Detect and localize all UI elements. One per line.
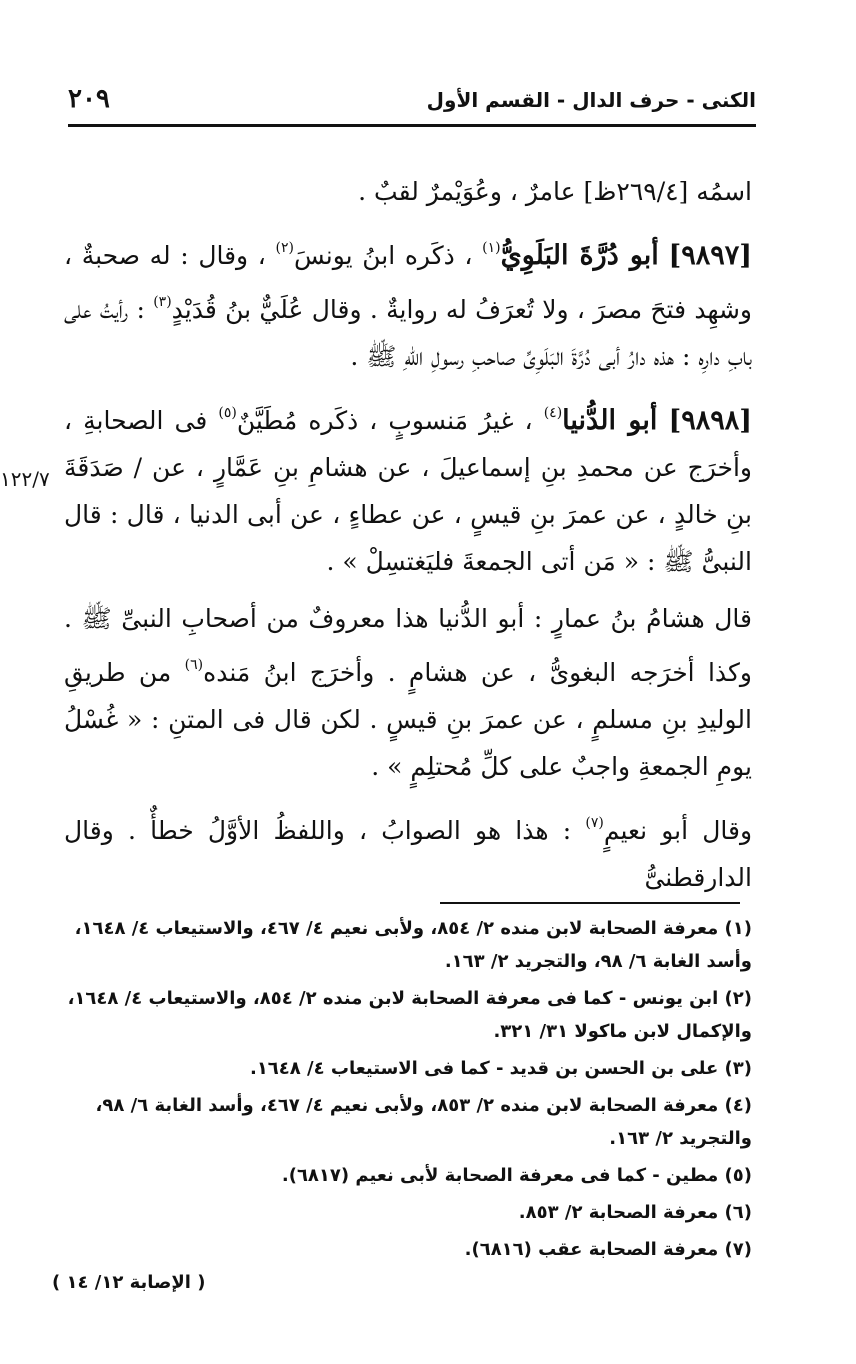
entry-9898 xyxy=(64,390,752,585)
footnote-6: (٦) معرفة الصحابة ٢/ ٨٥٣. xyxy=(518,1202,752,1223)
entry-text: ، وقال : له صحبةٌ ، وشهِد فتحَ مصرَ ، ولا تُعرَفُ له روايةٌ . وقال عُلَيٌّ بنُ قُدَيْدٍ xyxy=(64,241,752,324)
entry-9897 xyxy=(64,225,752,380)
margin-reference: ١٢٢/٧ xyxy=(0,467,50,491)
footnote-ref: (٣) xyxy=(153,294,172,310)
footnote-ref: (٥) xyxy=(218,405,237,421)
footnote-5: (٥) مطين - كما فى معرفة الصحابة لأبى نعيم (٦٨١٧). xyxy=(281,1165,752,1186)
footnotes xyxy=(60,912,752,1270)
volume-signature: ( الإصابة ١٢/ ١٤ ) xyxy=(52,1272,206,1293)
entry-name: أبو الدُّنيا xyxy=(562,405,658,436)
paragraph-4 xyxy=(64,595,752,790)
paragraph-1: اسمُه [٢٦٩/٤ظ] عامرٌ ، وعُوَيْمرٌ لقبٌ . xyxy=(358,177,752,206)
footnote-ref: (١) xyxy=(482,240,501,256)
footnote-ref: (٢) xyxy=(275,240,294,256)
running-title: الكنى - حرف الدال - القسم الأول xyxy=(426,88,756,112)
footnote-7: (٧) معرفة الصحابة عقب (٦٨١٦). xyxy=(464,1239,752,1260)
entry-name: أبو دُرَّةَ البَلَوِيُّ xyxy=(500,240,659,271)
entry-number: [٩٨٩٨] xyxy=(668,405,753,436)
paragraph-text: من طريقِ الوليدِ بنِ مسلمٍ ، عن عمرَ بنِ قيسٍ . لكن قال فى المتنِ : « غُسْلُ يومِ الجمعةِ واجبٌ على كلِّ مُحتلِمٍ » . xyxy=(64,658,752,781)
footnote-2: (٢) ابن يونس - كما فى معرفة الصحابة لابن منده ٢/ ٨٥٤، والاستيعاب ٤/ ١٦٤٨، والإكمال لابن ماكولا ٣١/ ٣٢١. xyxy=(67,988,752,1042)
paragraph-5 xyxy=(64,800,752,901)
footnote-ref: (٤) xyxy=(543,405,563,421)
paragraph-text: : هذا هو الصوابُ ، واللفظُ الأوَّلُ خطأٌ . وقال الدارقطنىُّ xyxy=(64,816,752,892)
main-text xyxy=(0,168,753,901)
footnote-ref: (٦) xyxy=(184,657,204,673)
entry-text: ، ذكَره ابنُ يونسَ xyxy=(293,241,473,270)
paragraph-text: وقال أبو نعيمٍ xyxy=(603,816,753,845)
paragraph-text: قال هشامُ بنُ عمارٍ : أبو الدُّنيا هذا معروفٌ من أصحابِ النبىِّ ﷺ . وكذا أخرَجه البغوىُّ ، عن هشامٍ . وأخرَج ابنُ مَنده xyxy=(64,604,753,687)
entry-text: فى الصحابةِ ، وأخرَج عن محمدِ بنِ إسماعيلَ ، عن هشامِ بنِ عَمَّارٍ ، عن / صَدَقَةَ بنِ خالدٍ ، عن عمرَ بنِ قيسٍ ، عن عطاءٍ ، عن أبى الدنيا ، قال : قال النبىُّ ﷺ : « مَن أتى الجمعةَ فليَغتسِلْ » . xyxy=(64,406,752,576)
entry-text: ، غيرُ مَنسوبٍ ، ذكَره مُطَيَّنٌ xyxy=(236,406,533,435)
footnote-1: (١) معرفة الصحابة لابن منده ٢/ ٨٥٤، ولأبى نعيم ٤/ ٤٦٧، والاستيعاب ٤/ ١٦٤٨، وأسد الغابة ٦/ ٩٨، والتجريد ٢/ ١٦٣. xyxy=(74,918,752,972)
page-number: ٢٠٩ xyxy=(68,84,110,114)
entry-number: [٩٨٩٧] xyxy=(668,240,753,271)
footnote-4: (٤) معرفة الصحابة لابن منده ٢/ ٨٥٣، ولأبى نعيم ٤/ ٤٦٧، وأسد الغابة ٦/ ٩٨، والتجريد ٢/ ١٦٣. xyxy=(95,1095,752,1149)
footnote-3: (٣) على بن الحسن بن قديد - كما فى الاستيعاب ٤/ ١٦٤٨. xyxy=(249,1058,752,1079)
entry-text: : رأيتُ على بابِ دارِه : هذه دارُ أبى دُرَّةَ البَلَوِىِّ صاحبِ رسولِ اللهِ ﷺ . xyxy=(64,295,752,371)
header-rule xyxy=(68,124,756,127)
footnote-ref: (٧) xyxy=(585,815,604,831)
page-header xyxy=(68,84,756,120)
footnotes-rule xyxy=(440,902,740,904)
